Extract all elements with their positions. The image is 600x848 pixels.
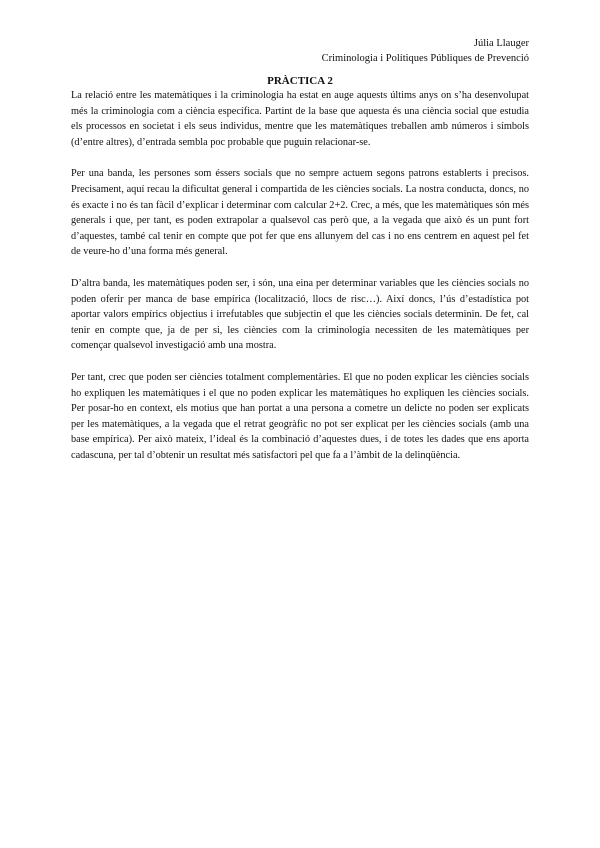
document-title: PRÀCTICA 2 — [267, 75, 333, 87]
paragraph-2: Per una banda, les persones som éssers socials que no sempre actuem segons patrons establerts i precisos. Precisament, aquí recau la dificultat general i compartida de les ciències socials. La nostra conducta, doncs, no és exacte i no és tan fàcil d’explicar i determinar com calcular 2+2. Crec, a més, que les matemàtiques són més generals i que, per tant, es poden extrapolar a qualsevol cas però que, a la vegada que això és un punt fort d’aquestes, també cal tenir en compte que pot fer que ens allunyem del cas i no ens centrem en aquest pel fet de veure-ho d’una forma més general. — [71, 168, 529, 258]
page-header — [322, 36, 529, 66]
paragraph-4: Per tant, crec que poden ser ciències totalment complementàries. El que no poden explicar les ciències socials ho expliquen les matemàtiques i el que no poden explicar les matemàtiques ho expliquen les ciències socials. Per posar-ho en context, els motius que han portat a una persona a cometre un delicte no poden ser explicats per les matemàtiques, a la vegada que el retrat geogràfic no pot ser explicat per les ciències socials (amb una base empírica). Per això mateix, l’ideal és la combinació d’aquestes dues, i de totes les dades que ens aporta cadascuna, per tal d’obtenir un resultat més satisfactori pel que fa a l’àmbit de la delinqüència. — [71, 371, 529, 461]
paragraph-3: D’altra banda, les matemàtiques poden ser, i són, una eina per determinar variables que les ciències socials no poden oferir per manca de base empírica (localització, llocs de risc…). Així doncs, l’ús d’estadística pot aportar valors empírics objectius i irrefutables que subjectin el que les ciències socials determinin. De fet, cal tenir en compte que, ja de per si, les ciències com la criminologia necessiten de les matemàtiques per començar qualsevol investigació amb una mostra. — [71, 277, 529, 352]
document-body — [71, 88, 529, 479]
course-name: Criminologia i Polítiques Públiques de Prevenció — [321, 53, 529, 64]
author-name: Júlia Llauger — [473, 38, 529, 49]
paragraph-1: La relació entre les matemàtiques i la criminologia ha estat en auge aquests últims anys on s’ha desenvolupat més la criminologia com a ciència específica. Partint de la base que aquesta és una ciència social que estudia els processos en societat i els seus individus, mentre que les matemàtiques treballen amb números i símbols (d’entre altres), d’entrada sembla poc probable que puguin relacionar-se. — [71, 90, 529, 148]
